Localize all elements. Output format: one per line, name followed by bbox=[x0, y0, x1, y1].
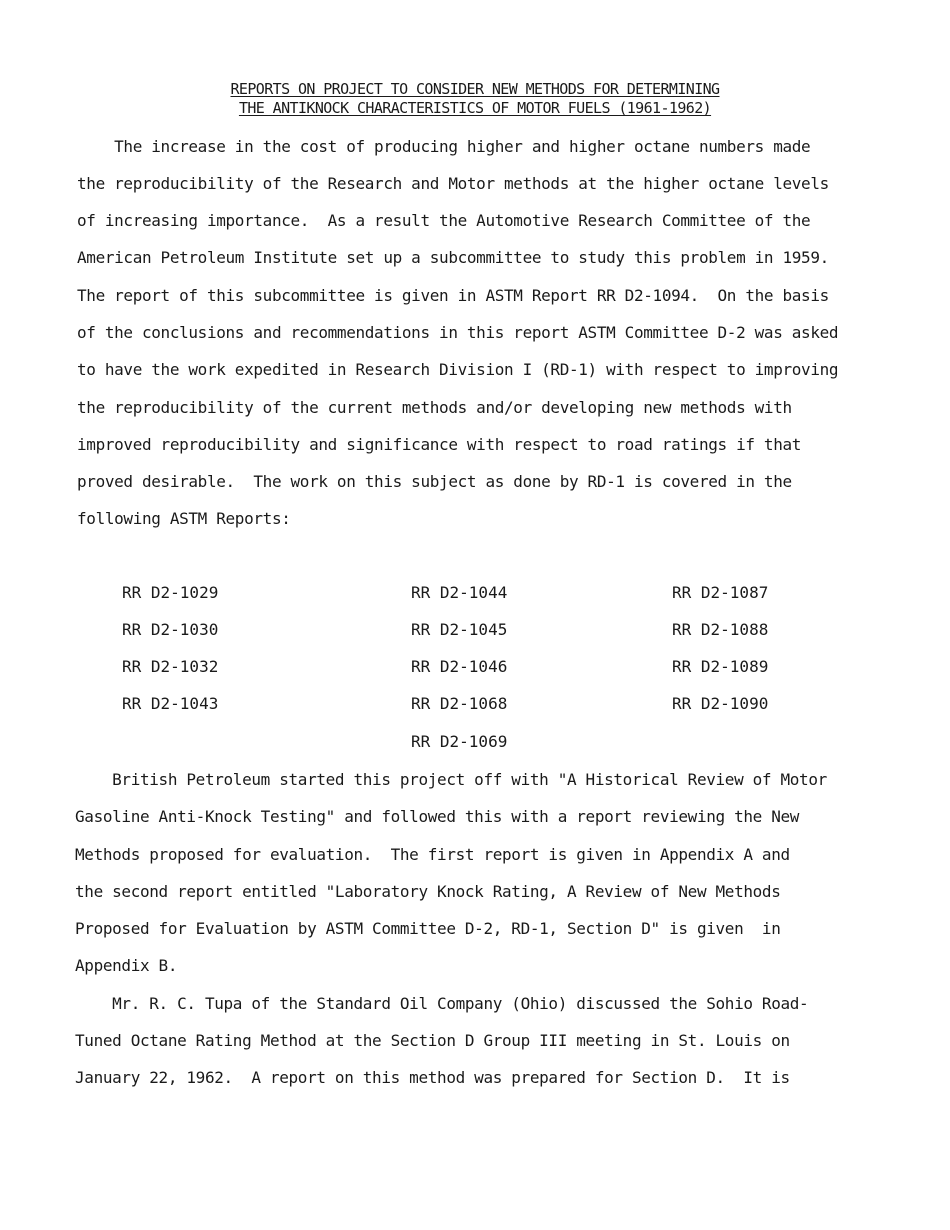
report-number: RR D2-1029 bbox=[122, 583, 219, 602]
paragraph2-line: Proposed for Evaluation by ASTM Committee D-2, RD-1, Section D" is given in bbox=[75, 919, 781, 938]
paragraph1-line: of increasing importance. As a result the Automotive Research Committee of the bbox=[77, 211, 811, 230]
title-line-1: REPORTS ON PROJECT TO CONSIDER NEW METHODS FOR DETERMINING bbox=[230, 80, 720, 98]
paragraph2-line: Methods proposed for evaluation. The first report is given in Appendix A and bbox=[75, 845, 790, 864]
paragraph3-line: Tuned Octane Rating Method at the Section D Group III meeting in St. Louis on bbox=[75, 1031, 790, 1050]
paragraph1-line: the reproducibility of the Research and Motor methods at the higher octane levels bbox=[77, 174, 829, 193]
report-number: RR D2-1087 bbox=[672, 583, 769, 602]
report-number: RR D2-1089 bbox=[672, 657, 769, 676]
paragraph1-line: The report of this subcommittee is given in ASTM Report RR D2-1094. On the basis bbox=[77, 286, 829, 305]
title-line-2: THE ANTIKNOCK CHARACTERISTICS OF MOTOR FUELS (1961-1962) bbox=[238, 99, 712, 117]
report-number: RR D2-1044 bbox=[411, 583, 508, 602]
paragraph3-line: January 22, 1962. A report on this method was prepared for Section D. It is bbox=[75, 1068, 790, 1087]
paragraph1-line: following ASTM Reports: bbox=[77, 509, 291, 528]
document-title-line-2-wrapper bbox=[0, 99, 950, 118]
paragraph2-line: the second report entitled "Laboratory Knock Rating, A Review of New Methods bbox=[75, 882, 781, 901]
report-number: RR D2-1090 bbox=[672, 694, 769, 713]
report-number: RR D2-1088 bbox=[672, 620, 769, 639]
report-number: RR D2-1043 bbox=[122, 694, 219, 713]
paragraph1-line: the reproducibility of the current methods and/or developing new methods with bbox=[77, 398, 792, 417]
report-number: RR D2-1032 bbox=[122, 657, 219, 676]
report-number: RR D2-1045 bbox=[411, 620, 508, 639]
paragraph1-line: improved reproducibility and significance with respect to road ratings if that bbox=[77, 435, 802, 454]
paragraph3-line: Mr. R. C. Tupa of the Standard Oil Company (Ohio) discussed the Sohio Road- bbox=[75, 994, 809, 1013]
paragraph2-line: British Petroleum started this project off with "A Historical Review of Motor bbox=[75, 770, 827, 789]
paragraph1-line: proved desirable. The work on this subject as done by RD-1 is covered in the bbox=[77, 472, 792, 491]
report-number: RR D2-1030 bbox=[122, 620, 219, 639]
document-title bbox=[0, 80, 950, 99]
report-number: RR D2-1046 bbox=[411, 657, 508, 676]
report-number: RR D2-1068 bbox=[411, 694, 508, 713]
paragraph1-line: to have the work expedited in Research Division I (RD-1) with respect to improving bbox=[77, 360, 839, 379]
report-number: RR D2-1069 bbox=[411, 732, 508, 751]
paragraph1-line: American Petroleum Institute set up a subcommittee to study this problem in 1959. bbox=[77, 248, 829, 267]
paragraph2-line: Appendix B. bbox=[75, 956, 178, 975]
paragraph1-line: of the conclusions and recommendations in this report ASTM Committee D-2 was asked bbox=[77, 323, 839, 342]
paragraph1-line: The increase in the cost of producing higher and higher octane numbers made bbox=[77, 137, 811, 156]
paragraph2-line: Gasoline Anti-Knock Testing" and followed this with a report reviewing the New bbox=[75, 807, 800, 826]
